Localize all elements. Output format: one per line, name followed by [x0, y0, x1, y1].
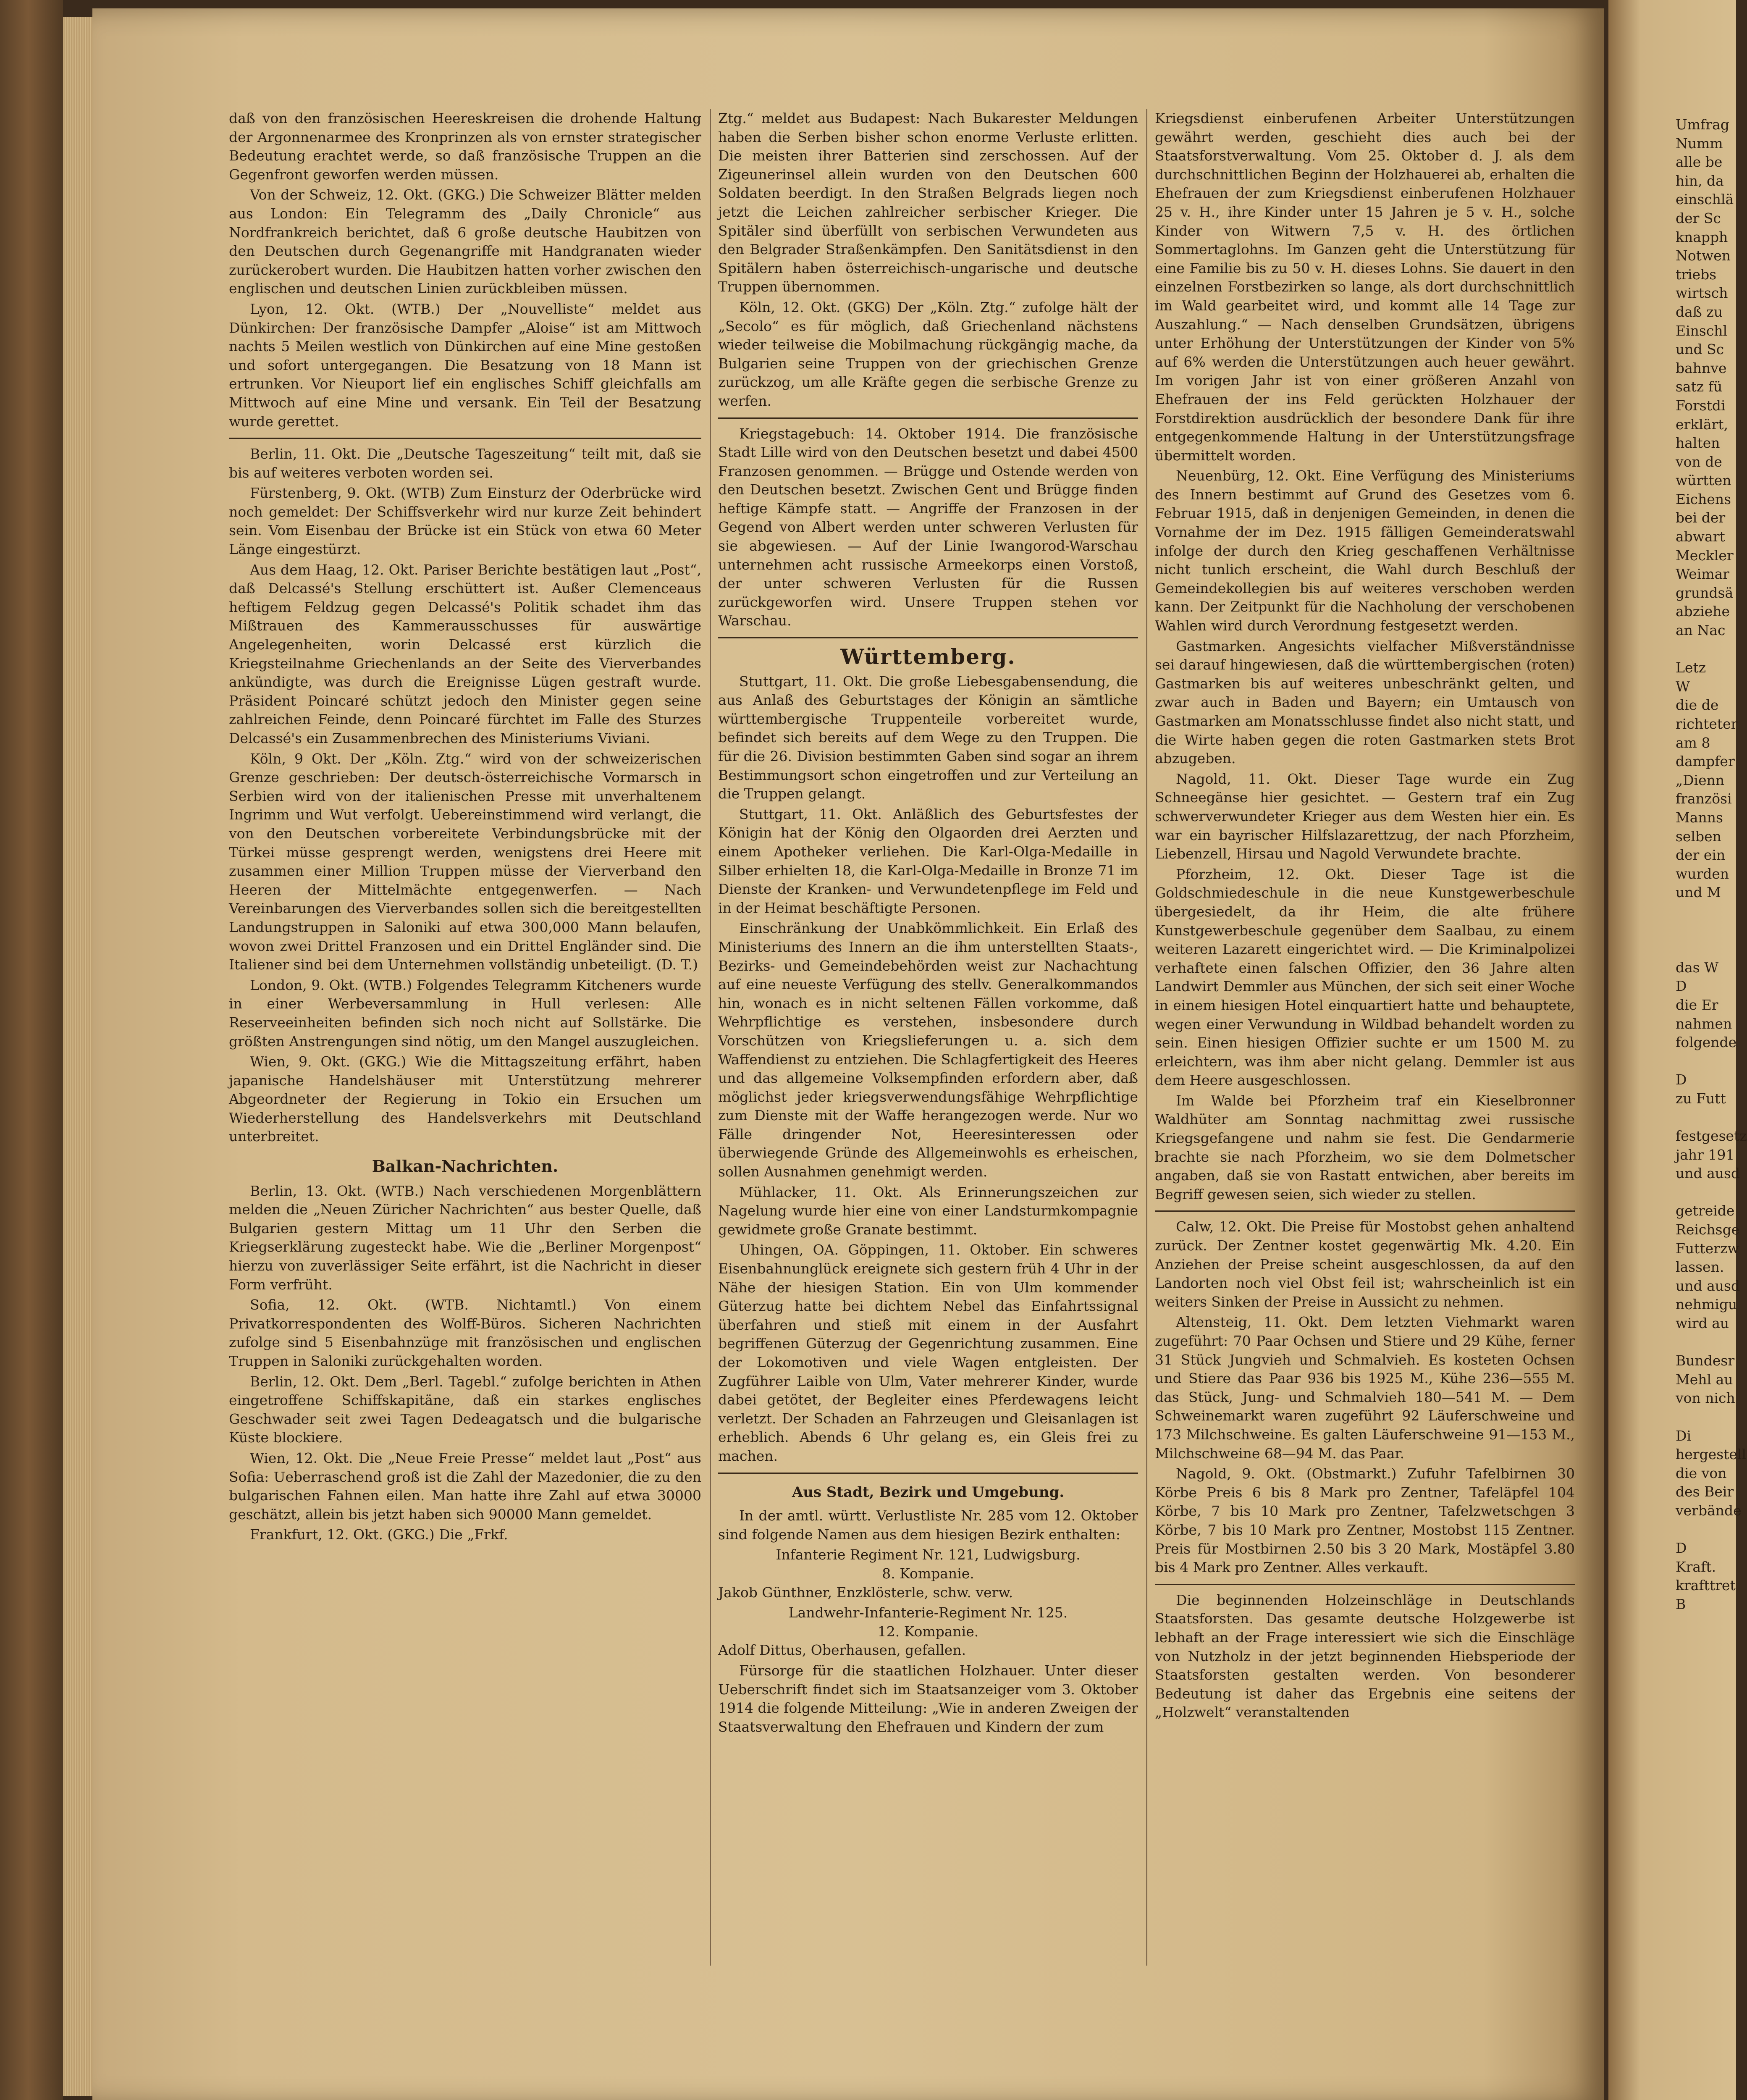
- next-page-line-fragment: B: [1676, 1596, 1686, 1612]
- next-page-line-fragment: die de: [1676, 697, 1719, 714]
- next-page-line-fragment: lassen.: [1676, 1259, 1724, 1276]
- article-paragraph: Adolf Dittus, Oberhausen, gefallen.: [718, 1642, 966, 1659]
- next-page-line-fragment: abziehe: [1676, 603, 1730, 620]
- article-paragraph: Berlin, 12. Okt. Dem „Berl. Tagebl.“ zufolge berichten in Athen eingetroffene Schiffskapitäne, daß ein starkes englisches Geschwader seit zwei Tagen Dedeagatsch und die bulgarische Küste blockiere.: [229, 1373, 701, 1446]
- next-page-line-fragment: [1676, 1333, 1739, 1352]
- next-page-line-fragment: selben: [1676, 828, 1721, 845]
- next-page-line-fragment: erklärt,: [1676, 416, 1729, 433]
- next-page-line-fragment: Umfrag: [1676, 116, 1729, 133]
- next-page-line-fragment: Di: [1676, 1427, 1692, 1444]
- section-rule: [229, 438, 701, 439]
- next-page-line-fragment: an Nac: [1676, 622, 1726, 639]
- article-paragraph: Berlin, 11. Okt. Die „Deutsche Tageszeitung“ teilt mit, daß sie bis auf weiteres verboten worden sei.: [229, 446, 701, 481]
- next-page-line-fragment: Forstdi: [1676, 397, 1726, 414]
- next-page-line-fragment: Meckler: [1676, 547, 1734, 564]
- next-page-column: [1676, 116, 1747, 1614]
- next-page-line-fragment: württen: [1676, 472, 1731, 489]
- article-paragraph: Ztg.“ meldet aus Budapest: Nach Bukarester Meldungen haben die Serben bisher schon enorme Verluste erlitten. Die meisten ihrer Batterien sind zerschossen. Auf der Zigeunerinsel allein wurden von den Deutschen 600 Soldaten beerdigt. In den Straßen Belgrads liegen noch jetzt die Leichen zahlreicher serbischer Krieger. Die Spitäler sind überfüllt von serbischen Verwundeten aus den Belgrader Straßenkämpfen. Den Sanitätsdienst in den Spitälern haben österreichisch-ungarische und deutsche Truppen übernommen.: [718, 110, 1138, 295]
- next-page-line-fragment: [1676, 1408, 1739, 1427]
- next-page-line-fragment: Notwen: [1676, 247, 1731, 264]
- next-page-line-fragment: grundsä: [1676, 584, 1734, 601]
- next-page-line-fragment: getreide: [1676, 1202, 1735, 1219]
- article-paragraph: Fürsorge für die staatlichen Holzhauer. Unter dieser Ueberschrift findet sich im Staatsanzeiger vom 3. Oktober 1914 die folgende Mitteilung: „Wie in anderen Zweigen der Staatsverwaltung den Ehefrauen und Kindern der zum: [718, 1662, 1138, 1735]
- next-page-line-fragment: satz fü: [1676, 378, 1723, 395]
- next-page-line-fragment: Letz: [1676, 659, 1706, 676]
- next-page-line-fragment: D: [1676, 1071, 1687, 1088]
- next-page-line-fragment: bahnve: [1676, 360, 1727, 376]
- next-page-line-fragment: von nich: [1676, 1390, 1735, 1407]
- next-page-line-fragment: D: [1676, 978, 1687, 995]
- next-page-line-fragment: [1676, 1183, 1739, 1202]
- article-paragraph: Köln, 12. Okt. (GKG) Der „Köln. Ztg.“ zufolge hält der „Secolo“ es für möglich, daß Griechenland nächstens wieder teilweise die Mobilmachung rückgängig mache, da Bulgarien seine Truppen von der griechischen Grenze zurückzog, um alle Kräfte gegen die serbische Grenze zu werfen.: [718, 299, 1138, 409]
- article-paragraph: Die beginnenden Holzeinschläge in Deutschlands Staatsforsten. Das gesamte deutsche Holzgewerbe ist lebhaft an der Frage interessiert wie sich die Einschläge von Nutzholz in der jetzt beginnenden Hiebsperiode der Staatsforsten gestalten werden. Von besonderer Bedeutung ist daher das Ergebnis eine seitens der „Holzwelt“ veranstaltenden: [1155, 1591, 1575, 1721]
- next-page-line-fragment: und ausd: [1676, 1277, 1740, 1294]
- next-page-line-fragment: des Beir: [1676, 1483, 1734, 1500]
- article-column-2: [718, 109, 1138, 1738]
- next-page-line-fragment: richteter: [1676, 716, 1738, 732]
- next-page-line-fragment: einschlä: [1676, 191, 1734, 208]
- article-paragraph: Sofia, 12. Okt. (WTB. Nichtamtl.) Von einem Privatkorrespondenten des Wolff-Büros. Sicheren Nachrichten zufolge sind 5 Eisenbahnzüge mit französischen und englischen Truppen in Saloniki zurückgehalten worden.: [229, 1297, 701, 1369]
- book-spine: [0, 0, 63, 2100]
- next-page-line-fragment: Weimar: [1676, 566, 1730, 583]
- next-page-line-fragment: von de: [1676, 453, 1722, 470]
- next-page-line-fragment: Bundesr: [1676, 1352, 1735, 1369]
- article-paragraph: Jakob Günthner, Enzklösterle, schw. verw.: [718, 1584, 1013, 1601]
- next-page-line-fragment: festgesetz: [1676, 1128, 1747, 1144]
- section-rule: [718, 1473, 1138, 1474]
- article-paragraph: Nagold, 9. Okt. (Obstmarkt.) Zufuhr Tafelbirnen 30 Körbe Preis 6 bis 8 Mark pro Zentner, Tafeläpfel 104 Körbe, 7 bis 10 Mark pro Zentner, Tafelzwetschgen 3 Körbe, 7 bis 10 Mark pro Zentner, Mostobst 115 Zentner. Preis für Mostbirnen 2.50 bis 3 20 Mark, Mostäpfel 3.80 bis 4 Mark pro Zentner. Alles verkauft.: [1155, 1465, 1575, 1576]
- centered-line: Infanterie Regiment Nr. 121, Ludwigsburg.: [776, 1546, 1081, 1563]
- next-page-line-fragment: D: [1676, 1540, 1687, 1557]
- next-page-line-fragment: W: [1676, 678, 1690, 695]
- next-page-line-fragment: [1676, 940, 1739, 958]
- next-page-line-fragment: französi: [1676, 790, 1732, 807]
- article-paragraph: Einschränkung der Unabkömmlichkeit. Ein Erlaß des Ministeriums des Innern an die ihm unterstellten Staats-, Bezirks- und Gemeindebehörden weist zur Nachachtung auf eine neueste Verfügung des stellv. Generalkommandos hin, wonach es in nicht seltenen Fällen vorkomme, daß Wehrpflichtige es verstehen, insbesondere durch Vorschützen von Kriegslieferungen u. a. sich dem Waffendienst zu entziehen. Die Schlagfertigkeit des Heeres und das allgemeine Volksempfinden erfordern aber, daß möglichst jeder kriegsverwendungsfähige Wehrpflichtige zum Dienste mit der Waffe herangezogen werde. Nur wo Fälle dringender Not, Heeresinteressen oder überwiegende Gründe des Allgemeinwohls es erheischen, sollen Ausnahmen genehmigt werden.: [718, 920, 1138, 1180]
- section-heading: Württemberg.: [840, 644, 1016, 669]
- next-page-line-fragment: verbände: [1676, 1502, 1742, 1519]
- next-page-line-fragment: wirtsch: [1676, 285, 1728, 302]
- next-page-line-fragment: krafttret: [1676, 1577, 1736, 1594]
- article-paragraph: Mühlacker, 11. Okt. Als Erinnerungszeichen zur Nagelung wurde hier eine von einer Landsturmkompagnie gewidmete große Granate bestimmt.: [718, 1184, 1138, 1238]
- article-paragraph: Altensteig, 11. Okt. Dem letzten Viehmarkt waren zugeführt: 70 Paar Ochsen und Stiere und 29 Kühe, ferner 31 Stück Jungvieh und Schmalvieh. Es kosteten Ochsen und Stiere das Paar 936 bis 1925 M., Kühe 236—555 M. das Stück, Jung- und Schmalvieh 180—541 M. — Dem Schweinemarkt waren zugeführt 92 Läuferschweine und 173 Milchschweine. Es galten Läuferschweine 91—153 M., Milchschweine 68—94 M. das Paar.: [1155, 1314, 1575, 1462]
- next-page-line-fragment: bei der: [1676, 509, 1726, 526]
- next-page-line-fragment: und ausd: [1676, 1165, 1740, 1182]
- next-page-line-fragment: die von: [1676, 1465, 1727, 1481]
- section-heading: Aus Stadt, Bezirk und Umgebung.: [792, 1483, 1065, 1501]
- article-paragraph: Lyon, 12. Okt. (WTB.) Der „Nouvelliste“ meldet aus Dünkirchen: Der französische Dampfer „Aloise“ ist am Mittwoch nachts 5 Meilen westlich von Dünkirchen auf eine Mine gestoßen und sofort untergegangen. Die Besatzung von 18 Mann ist ertrunken. Vor Nieuport lief ein englisches Schiff gleichfalls am Mittwoch auf eine Mine und versank. Ein Teil der Besatzung wurde gerettet.: [229, 300, 701, 430]
- next-page-line-fragment: alle be: [1676, 154, 1723, 171]
- next-page-line-fragment: wurden: [1676, 865, 1729, 882]
- centered-line: Landwehr-Infanterie-Regiment Nr. 125.: [788, 1604, 1068, 1621]
- article-paragraph: Aus dem Haag, 12. Okt. Pariser Berichte bestätigen laut „Post“, daß Delcassé's Stellung erschüttert ist. Außer Clemenceaus heftigem Feldzug gegen Delcassé's Politik schadet ihm das Mißtrauen des Kammerausschusses für auswärtige Angelegenheiten, worin Delcassé erst kürzlich die Kriegsteilnahme Griechenlands an der Seite des Vierverbandes ankündigte, was durch die Ereignisse Lügen gestraft wurde. Präsident Poincaré schützt jedoch den Minister gegen seine zahlreichen Feinde, denn Poincaré fürchtet im Falle des Sturzes Delcassé's ein Zusammenbrechen des Ministeriums Viviani.: [229, 561, 701, 746]
- next-page-line-fragment: Numm: [1676, 135, 1723, 152]
- next-page-line-fragment: [1676, 640, 1739, 659]
- column-divider: [710, 109, 711, 1966]
- next-page: [1608, 0, 1747, 2100]
- article-paragraph: Nagold, 11. Okt. Dieser Tage wurde ein Zug Schneegänse hier gesichtet. — Gestern traf ein Zug schwerverwundeter Krieger aus dem Westen hier ein. Es war ein bayrischer Hilfslazarettzug, der nach Pforzheim, Liebenzell, Hirsau und Nagold Verwundete brachte.: [1155, 770, 1575, 862]
- centered-line: 12. Kompanie.: [877, 1623, 979, 1640]
- article-paragraph: Im Walde bei Pforzheim traf ein Kieselbronner Waldhüter am Sonntag nachmittag zwei russische Kriegsgefangene und nahm sie fest. Die Gendarmerie brachte sie nach Pforzheim, wo sie dem Dolmetscher angaben, daß sie von Rastatt entwichen, aber bereits im Begriff gewesen seien, sich wieder zu stellen.: [1155, 1092, 1575, 1202]
- next-page-line-fragment: [1676, 902, 1739, 921]
- next-page-line-fragment: der Sc: [1676, 210, 1721, 226]
- section-heading: Balkan-Nachrichten.: [372, 1157, 559, 1176]
- article-paragraph: Wien, 12. Okt. Die „Neue Freie Presse“ meldet laut „Post“ aus Sofia: Ueberraschend groß ist die Zahl der Mazedonier, die zu den bulgarischen Fahnen eilen. Man hatte ihre Zahl auf etwa 30000 geschätzt, allein bis jetzt haben sich 90000 Mann gemeldet.: [229, 1449, 701, 1522]
- next-page-line-fragment: knapph: [1676, 228, 1728, 245]
- article-paragraph: Stuttgart, 11. Okt. Die große Liebesgabensendung, die aus Anlaß des Geburtstages der Königin an sämtliche württembergische Truppenteile vorbereitet wurde, befindet sich bereits auf dem Wege zu den Truppen. Die für die 26. Division bestimmten Gaben sind sogar an ihrem Bestimmungsort schon eingetroffen und zur Verteilung an die Truppen gelangt.: [718, 673, 1138, 802]
- article-paragraph: Uhingen, OA. Göppingen, 11. Oktober. Ein schweres Eisenbahnunglück ereignete sich gestern früh 4 Uhr in der Nähe der hiesigen Station. Ein von Ulm kommender Güterzug hatte bei dichtem Nebel das Einfahrtssignal überfahren und stieß mit einem in der Ausfahrt begriffenen Güterzug der Gegenrichtung zusammen. Eine der Lokomotiven und viele Wagen entgleisten. Der Zugführer Laible von Ulm, Vater mehrerer Kinder, wurde dabei getötet, der Begleiter eines Pferdewagens leicht verletzt. Der Schaden an Fahrzeugen und Gleisanlagen ist erheblich. Abends 6 Uhr gelang es, ein Gleis frei zu machen.: [718, 1242, 1138, 1464]
- article-column-1: [229, 109, 701, 1546]
- section-rule: [1155, 1210, 1575, 1212]
- next-page-line-fragment: [1676, 1052, 1739, 1071]
- next-page-line-fragment: und Sc: [1676, 341, 1724, 358]
- next-page-line-fragment: jahr 191: [1676, 1146, 1735, 1163]
- article-paragraph: Von der Schweiz, 12. Okt. (GKG.) Die Schweizer Blätter melden aus London: Ein Telegramm des „Daily Chronicle“ aus Nordfrankreich berichtet, daß 6 große deutsche Haubitzen von den Deutschen durch Gegenangriffe mit Handgranaten wieder zurückerobert wurden. Die Haubitzen hatten vorher zwischen den englischen und deutschen Linien zurückbleiben müssen.: [229, 186, 701, 297]
- next-page-line-fragment: hergestell: [1676, 1446, 1747, 1463]
- next-page-line-fragment: der ein: [1676, 847, 1726, 864]
- centered-line: 8. Kompanie.: [882, 1565, 974, 1582]
- next-page-line-fragment: abwart: [1676, 528, 1725, 545]
- article-paragraph: Wien, 9. Okt. (GKG.) Wie die Mittagszeitung erfährt, haben japanische Handelshäuser mit Unterstützung mehrerer Abgeordneter der Regierung in Tokio ein Ersuchen um Wiederherstellung des Handelsverkehrs mit Deutschland unterbreitet.: [229, 1053, 701, 1145]
- next-page-line-fragment: Kraft.: [1676, 1558, 1716, 1575]
- article-paragraph: Kriegsdienst einberufenen Arbeiter Unterstützungen gewährt werden, geschieht dies auch bei der Staatsforstverwaltung. Vom 25. Oktober d. J. als dem durchschnittlichen Beginn der Holzhauerei ab, erhalten die Ehefrauen der zum Kriegsdienst einberufenen Holzhauer 25 v. H., ihre Kinder unter 15 Jahren je 5 v. H., solche Kinder von Witwern 7,5 v. H. des örtlichen Sommertaglohns. Im Ganzen geht die Unterstützung für eine Familie bis zu 50 v. H. dieses Lohns. Sie dauert in den einzelnen Forstbezirken so lange, als dort durchschnittlich im Wald gearbeitet wird, und kommt alle 14 Tage zur Auszahlung.“ — Nach denselben Grundsätzen, übrigens unter Erhöhung der Unterstützungen der Kinder von 5% auf 6% werden die Unterstützungen auch heuer gewährt. Im vorigen Jahr ist von einer größeren Anzahl von Ehefrauen der ins Feld gerückten Holzhauer der Forstdirektion ausdrücklich der besondere Dank für ihre entgegenkommende Haltung in der Unterstützungsfrage übermittelt worden.: [1155, 110, 1575, 464]
- article-paragraph: Berlin, 13. Okt. (WTB.) Nach verschiedenen Morgenblättern melden die „Neuen Züricher Nachrichten“ aus bester Quelle, daß Bulgarien gestern Mittag um 11 Uhr den Serben die Kriegserklärung zugesteckt habe. Wie die „Berliner Morgenpost“ hierzu von zuverlässiger Seite erfährt, ist die Nachricht in dieser Form verfrüht.: [229, 1182, 701, 1293]
- next-page-line-fragment: Einschl: [1676, 322, 1728, 339]
- next-page-line-fragment: daß zu: [1676, 303, 1723, 320]
- next-page-line-fragment: die Er: [1676, 996, 1718, 1013]
- next-page-line-fragment: folgende: [1676, 1034, 1737, 1051]
- next-page-line-fragment: [1676, 921, 1739, 940]
- next-page-line-fragment: triebs: [1676, 266, 1717, 283]
- article-paragraph: Neuenbürg, 12. Okt. Eine Verfügung des Ministeriums des Innern bestimmt auf Grund des Gesetzes vom 6. Februar 1915, daß in denjenigen Gemeinden, in denen die Vornahme der im Dez. 1915 fälligen Gemeinderatswahl infolge der durch den Krieg geschaffenen Verhältnisse nicht tunlich erscheint, die Wahl durch Beschluß der Gemeindekollegien bis auf weiteres verschoben werden kann. Der Zeitpunkt für die Nachholung der verschobenen Wahlen wird durch Verordnung festgesetzt werden.: [1155, 467, 1575, 634]
- next-page-line-fragment: Reichsge: [1676, 1221, 1740, 1238]
- next-page-line-fragment: „Dienn: [1676, 772, 1725, 788]
- article-column-3: [1155, 109, 1575, 1724]
- next-page-line-fragment: Futterzw: [1676, 1240, 1739, 1257]
- next-page-line-fragment: nahmen: [1676, 1015, 1732, 1032]
- next-page-line-fragment: und M: [1676, 884, 1721, 901]
- article-paragraph: daß von den französischen Heereskreisen die drohende Haltung der Argonnenarmee des Kronprinzen als von ernster strategischer Bedeutung erachtet werde, so daß französische Truppen an die Gegenfront geworfen werden müssen.: [229, 110, 701, 183]
- article-paragraph: Gastmarken. Angesichts vielfacher Mißverständnisse sei darauf hingewiesen, daß die württembergischen (roten) Gastmarken bis auf weiteres unbeschränkt gelten, und zwar auch in Baden und Bayern; ein Umtausch von Gastmarken am Monatsschlusse findet also nicht statt, und die Wirte haben gegen die roten Gastmarken stets Brot abzugeben.: [1155, 638, 1575, 767]
- column-divider: [1146, 109, 1147, 1966]
- article-paragraph: Calw, 12. Okt. Die Preise für Mostobst gehen anhaltend zurück. Der Zentner kostet gegenwärtig Mk. 4.20. Ein Anziehen der Preise scheint ausgeschlossen, da auf den Landorten noch viel Obst feil ist; wahrscheinlich ist ein weiters Sinken der Preise in Aussicht zu nehmen.: [1155, 1218, 1575, 1310]
- next-page-line-fragment: Mehl au: [1676, 1371, 1733, 1388]
- next-page-line-fragment: zu Futt: [1676, 1090, 1726, 1107]
- article-paragraph: Pforzheim, 12. Okt. Dieser Tage ist die Goldschmiedeschule in die neue Kunstgewerbeschule übergesiedelt, da ihr Heim, die alte frühere Kunstgewerbeschule gegenüber dem Saalbau, zu einem weiteren Lazarett eingerichtet wird. — Die Kriminalpolizei verhaftete einen falschen Offizier, den 36 Jahre alten Landwirt Demmler aus München, der sich seit einer Woche in einem hiesigen Hotel einquartiert hatte und behauptete, wegen einer Verwundung in Wildbad behandelt worden zu sein. Einen hiesigen Offizier suchte er um 1500 M. zu erleichtern, was ihm aber nicht gelang. Demmler ist aus dem Heere ausgeschlossen.: [1155, 866, 1575, 1089]
- next-page-line-fragment: [1676, 1108, 1739, 1127]
- next-page-line-fragment: am 8: [1676, 734, 1710, 751]
- article-paragraph: Kriegstagebuch: 14. Oktober 1914. Die französische Stadt Lille wird von den Deutschen besetzt und dabei 4500 Franzosen genommen. — Brügge und Ostende werden von den Deutschen besetzt. Zwischen Gent und Brügge finden heftige Kämpfe statt. — Angriffe der Franzosen in der Gegend von Albert werden unter schweren Verlusten für sie abgewiesen. — Auf der Linie Iwangorod-Warschau unternehmen acht russische Armeekorps einen Vorstoß, der unter schweren Verlusten für die Russen zurückgeworfen wird. Unsere Truppen stehen vor Warschau.: [718, 425, 1138, 629]
- next-page-line-fragment: [1676, 1520, 1739, 1539]
- section-rule: [718, 417, 1138, 419]
- next-page-line-fragment: halten: [1676, 435, 1720, 452]
- next-page-line-fragment: dampfer: [1676, 753, 1735, 770]
- section-rule: [1155, 1584, 1575, 1585]
- article-paragraph: Köln, 9 Okt. Der „Köln. Ztg.“ wird von der schweizerischen Grenze geschrieben: Der deutsch-österreichische Vormarsch in Serbien wird von der italienischen Presse mit unverhaltenem Ingrimm und Wut verfolgt. Uebereinstimmend wird verlangt, die von den Deutschen vorbereitete Verbindungsbrücke mit der Türkei müsse gesprengt werden, wenigstens drei Heere mit zusammen einer Million Truppen müsse der Vierverband den Heeren der Mittelmächte entgegenwerfen. — Nach Vereinbarungen des Vierverbandes sollen sich die bereitgestellten Landungstruppen in Saloniki auf etwa 300,000 Mann belaufen, wovon zwei Drittel Franzosen und ein Drittel Engländer sind. Die Italiener sind bei dem Unternehmen vollständig unbeteiligt. (D. T.): [229, 750, 701, 973]
- next-page-line-fragment: nehmigu: [1676, 1296, 1737, 1313]
- next-page-line-fragment: Eichens: [1676, 491, 1731, 507]
- next-page-line-fragment: das W: [1676, 959, 1719, 976]
- article-paragraph: Stuttgart, 11. Okt. Anläßlich des Geburtsfestes der Königin hat der König den Olgaorden drei Aerzten und einem Apotheker verliehen. Die Karl-Olga-Medaille in Silber erhielten 18, die Karl-Olga-Medaille in Bronze 71 im Dienste der Kranken- und Verwundetenpflege im Feld und in der Heimat beschäftigte Personen.: [718, 806, 1138, 916]
- page-edges: [63, 17, 92, 2096]
- next-page-line-fragment: wird au: [1676, 1315, 1729, 1331]
- article-paragraph: Fürstenberg, 9. Okt. (WTB) Zum Einsturz der Oderbrücke wird noch gemeldet: Der Schiffsverkehr wird nur kurze Zeit behindert sein. Vom Eisenbau der Brücke ist ein Stück von etwa 60 Meter Länge eingestürzt.: [229, 485, 701, 558]
- next-page-line-fragment: hin, da: [1676, 172, 1724, 189]
- article-paragraph: Frankfurt, 12. Okt. (GKG.) Die „Frkf.: [250, 1526, 508, 1543]
- article-paragraph: London, 9. Okt. (WTB.) Folgendes Telegramm Kitcheners wurde in einer Werbeversammlung in Hull verlesen: Alle Reserveeinheiten befinden sich noch nicht auf Sollstärke. Die größten Anstrengungen sind nötig, um den Mangel auszugleichen.: [229, 976, 701, 1050]
- article-paragraph: In der amtl. württ. Verlustliste Nr. 285 vom 12. Oktober sind folgende Namen aus dem hiesigen Bezirk enthalten:: [718, 1507, 1138, 1543]
- section-rule: [718, 637, 1138, 638]
- next-page-line-fragment: Manns: [1676, 809, 1723, 826]
